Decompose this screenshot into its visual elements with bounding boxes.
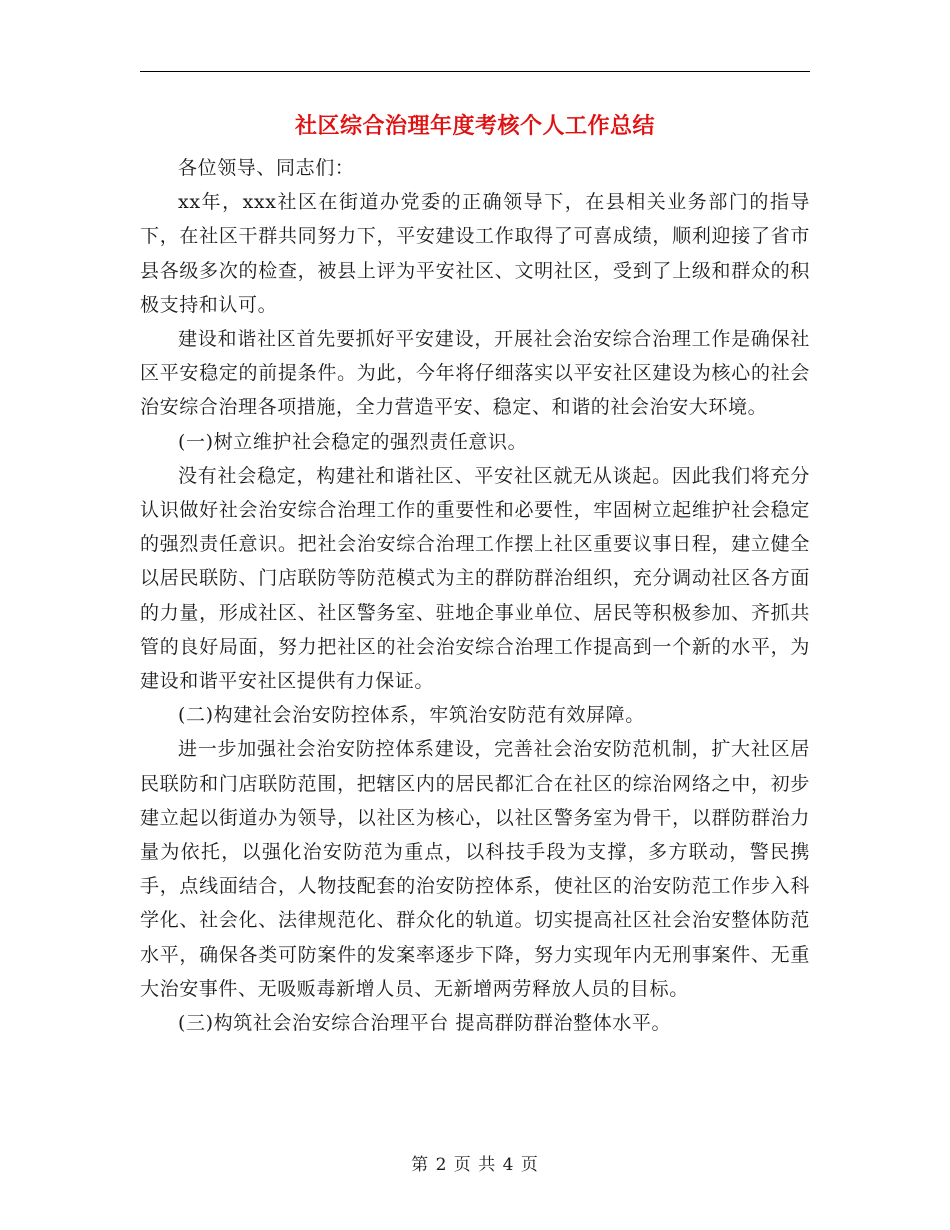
document-title: 社区综合治理年度考核个人工作总结 [294, 113, 655, 139]
section-heading-3: (三)构筑社会治安综合治理平台 提高群防群治整体水平。 [178, 1012, 672, 1035]
document-body [140, 151, 810, 1040]
section-heading-1: (一)树立维护社会稳定的强烈责任意识。 [178, 430, 528, 453]
paragraph: 建设和谐社区首先要抓好平安建设，开展社会治安综合治理工作是确保社区平安稳定的前提条件。为此，今年将仔细落实以平安社区建设为核心的社会治安综合治理各项措施，全力营造平安、稳定、和谐的社会治安大环境。 [140, 328, 810, 419]
section-heading-2: (二)构建社会治安防控体系，牢筑治安防范有效屏障。 [178, 704, 645, 727]
paragraph-salutation: 各位领导、同志们： [178, 157, 355, 179]
page-number-footer: 第 2 页 共 4 页 [411, 1155, 539, 1175]
header-rule [140, 71, 810, 72]
paragraph: 没有社会稳定，构建社和谐社区、平安社区就无从谈起。因此我们将充分认识做好社会治安综合治理工作的重要性和必要性，牢固树立起维护社会稳定的强烈责任意识。把社会治安综合治理工作摆上社区重要议事日程，建立健全以居民联防、门店联防等防范模式为主的群防群治组织，充分调动社区各方面的力量，形成社区、社区警务室、驻地企事业单位、居民等积极参加、齐抓共管的良好局面，努力把社区的社会治安综合治理工作提高到一个新的水平，为建设和谐平安社区提供有力保证。 [140, 464, 810, 693]
paragraph: xx年，xxx社区在街道办党委的正确领导下，在县相关业务部门的指导下，在社区干群共同努力下，平安建设工作取得了可喜成绩，顺利迎接了省市县各级多次的检查，被县上评为平安社区、文明社区，受到了上级和群众的积极支持和认可。 [140, 191, 810, 316]
paragraph: 进一步加强社会治安防控体系建设，完善社会治安防范机制，扩大社区居民联防和门店联防范围，把辖区内的居民都汇合在社区的综治网络之中，初步建立起以街道办为领导，以社区为核心，以社区警务室为骨干，以群防群治力量为依托，以强化治安防范为重点，以科技手段为支撑，多方联动，警民携手，点线面结合，人物技配套的治安防控体系，使社区的治安防范工作步入科学化、社会化、法律规范化、群众化的轨道。切实提高社区社会治安整体防范水平，确保各类可防案件的发案率逐步下降，努力实现年内无刑事案件、无重大治安事件、无吸贩毒新增人员、无新增两劳释放人员的目标。 [140, 738, 810, 1000]
